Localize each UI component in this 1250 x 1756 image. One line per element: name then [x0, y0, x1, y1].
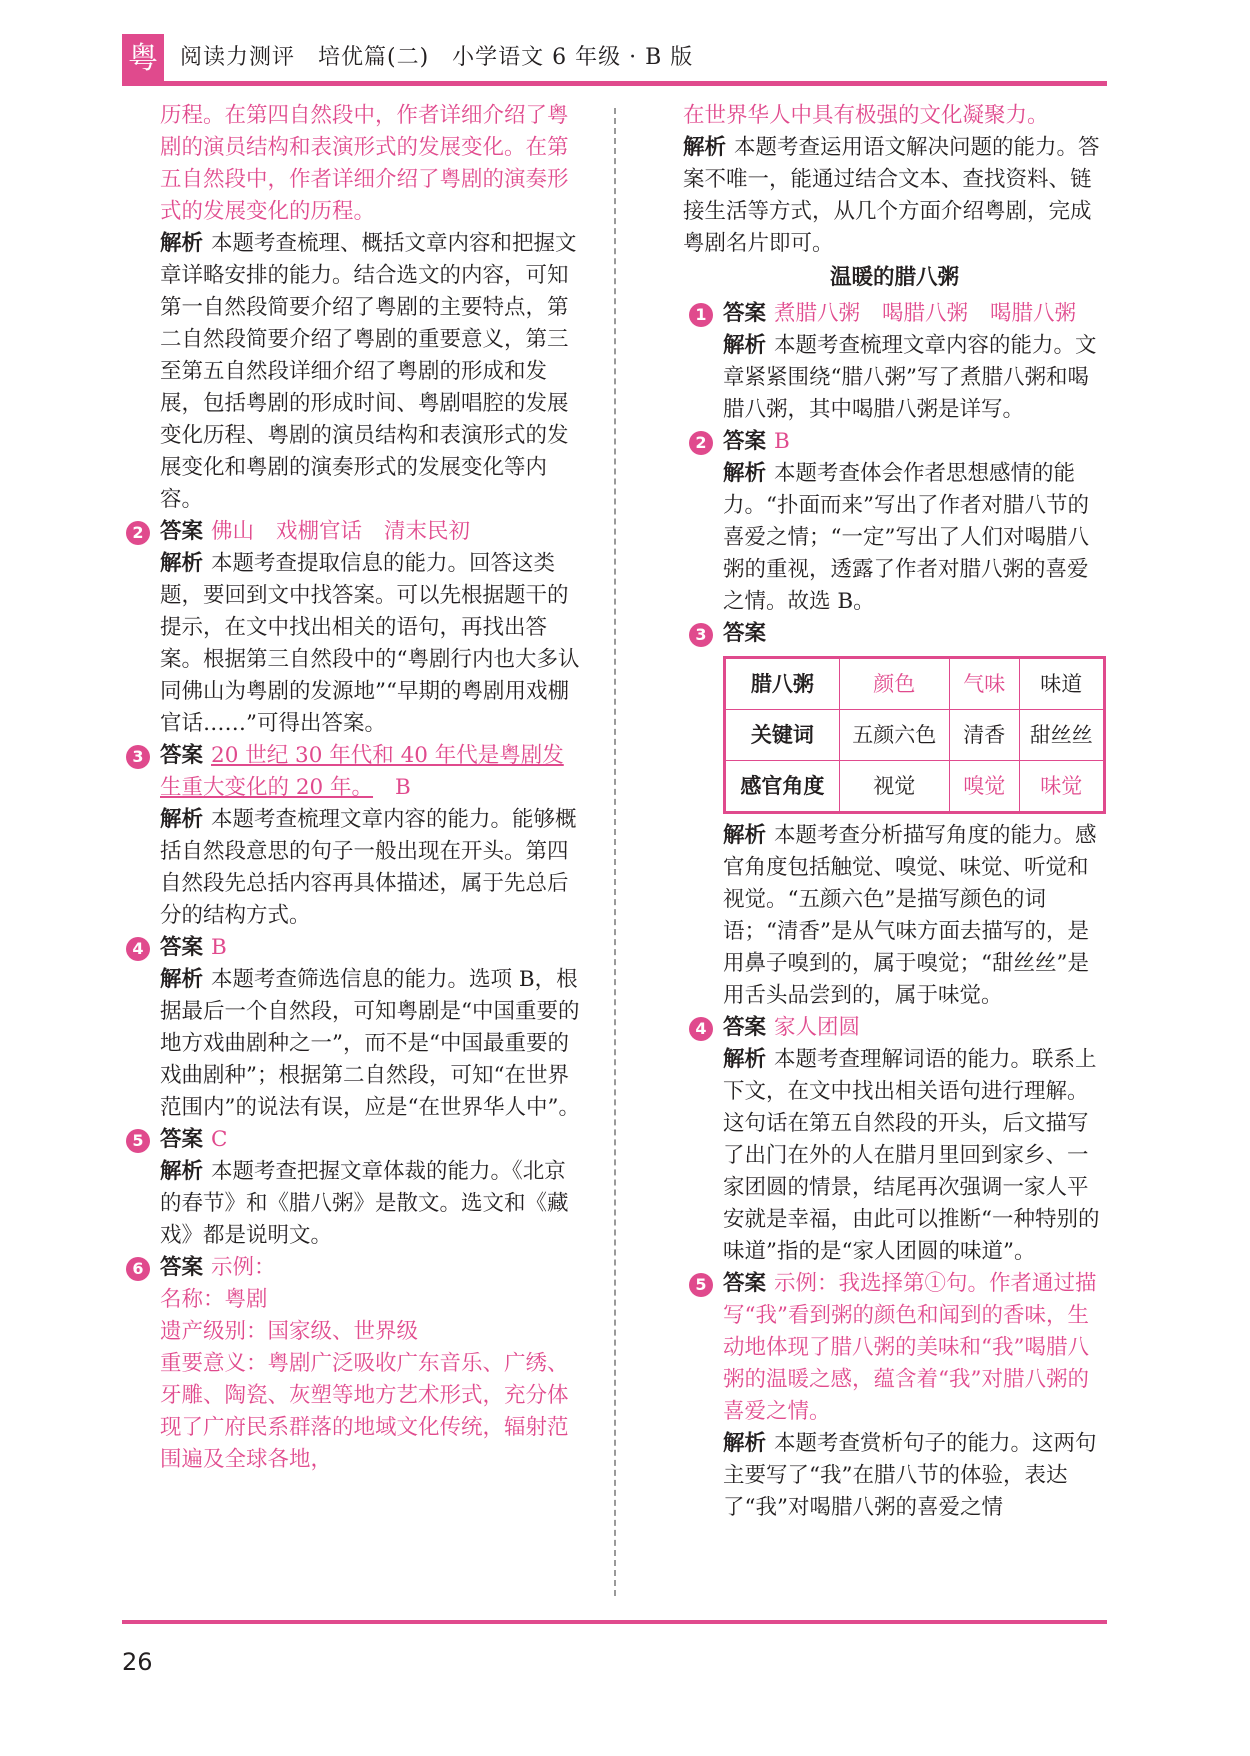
answer-line — [723, 1268, 1106, 1428]
table-cell: 腊八粥 — [725, 658, 840, 710]
answer-line — [160, 932, 580, 964]
analysis-block — [160, 804, 580, 932]
answer-line — [160, 1124, 580, 1156]
answer-label: 答案 — [723, 429, 767, 454]
answer-text: 喝腊八粥 — [990, 301, 1077, 326]
senses-table — [723, 656, 1106, 814]
analysis-block — [723, 1428, 1106, 1524]
question-item-3 — [683, 618, 1106, 650]
table-cell: 甜丝丝 — [1019, 710, 1104, 761]
answer-label: 答案 — [160, 519, 204, 544]
analysis-text: 本题考查梳理文章内容的能力。能够概括自然段意思的句子一般出现在开头。第四自然段先总括内容再具体描述，属于先总后分的结构方式。 — [160, 807, 577, 928]
answer-line — [723, 618, 1106, 650]
question-number: 3 — [689, 623, 713, 647]
table-cell: 视觉 — [839, 761, 949, 813]
answer-line — [723, 426, 1106, 458]
answer-label: 答案 — [723, 1015, 767, 1040]
question-number: 5 — [126, 1129, 150, 1153]
analysis-text: 本题考查梳理文章内容的能力。文章紧紧围绕“腊八粥”写了煮腊八粥和喝腊八粥，其中喝腊八粥是详写。 — [723, 333, 1097, 422]
analysis-text: 本题考查梳理、概括文章内容和把握文章详略安排的能力。结合选文的内容，可知第一自然段简要介绍了粤剧的主要特点，第二自然段简要介绍了粤剧的重要意义，第三至第五自然段详细介绍了粤剧的形成和发展，包括粤剧的形成时间、粤剧唱腔的发展变化历程、粤剧的演员结构和表演形式的发展变化和粤剧的演奏形式的发展变化等内容。 — [160, 231, 577, 512]
footer-rule — [122, 1620, 1107, 1624]
table-cell: 味觉 — [1019, 761, 1104, 813]
analysis-label: 解析 — [160, 1159, 204, 1184]
answer-text: B — [211, 935, 227, 960]
analysis-block — [120, 228, 580, 516]
answer-text: 示例： — [211, 1255, 276, 1280]
analysis-block — [723, 330, 1106, 426]
analysis-label: 解析 — [160, 967, 204, 992]
analysis-text: 本题考查把握文章体裁的能力。《北京的春节》和《腊八粥》是散文。选文和《藏戏》都是说明文。 — [160, 1159, 569, 1248]
answer-label: 答案 — [723, 1271, 767, 1296]
question-number: 3 — [126, 745, 150, 769]
question-number: 4 — [126, 937, 150, 961]
analysis-block — [683, 820, 1106, 1012]
question-number: 2 — [126, 521, 150, 545]
question-item-5 — [683, 1268, 1106, 1524]
answer-text: 煮腊八粥 — [774, 301, 861, 326]
analysis-label: 解析 — [160, 231, 204, 256]
analysis-block — [160, 1156, 580, 1252]
analysis-label: 解析 — [160, 551, 204, 576]
table-row — [725, 658, 1105, 710]
question-item-2 — [683, 426, 1106, 618]
analysis-text: 本题考查运用语文解决问题的能力。答案不唯一，能通过结合文本、查找资料、链接生活等方式，从几个方面介绍粤剧，完成粤剧名片即可。 — [683, 135, 1100, 256]
question-item-5 — [120, 1124, 580, 1252]
book-title: 阅读力测评 培优篇(二) 小学语文 6 年级 · B 版 — [180, 45, 694, 70]
table-cell: 清香 — [949, 710, 1019, 761]
answer-text: 示例：我选择第①句。作者通过描写“我”看到粥的颜色和闻到的香味，生动地体现了腊八粥的美味和“我”喝腊八粥的温暖之感，蕴含着“我”对腊八粥的喜爱之情。 — [723, 1271, 1097, 1424]
analysis-block — [723, 1044, 1106, 1268]
analysis-label: 解析 — [683, 135, 727, 160]
analysis-label: 解析 — [160, 807, 204, 832]
answer-text: 家人团圆 — [774, 1015, 861, 1040]
analysis-text: 本题考查理解词语的能力。联系上下文，在文中找出相关语句进行理解。这句话在第五自然段的开头，后文描写了出门在外的人在腊月里回到家乡、一家团圆的情景，结尾再次强调一家人平安就是幸福，由此可以推断“一种特别的味道”指的是“家人团圆的味道”。 — [723, 1047, 1100, 1264]
right-column — [683, 100, 1106, 1524]
answer-text: B — [774, 429, 790, 454]
table-cell: 颜色 — [839, 658, 949, 710]
table-cell: 气味 — [949, 658, 1019, 710]
question-number: 2 — [689, 431, 713, 455]
analysis-label: 解析 — [723, 333, 767, 358]
card-name-line: 名称：粤剧 — [160, 1287, 268, 1312]
table-row — [725, 710, 1105, 761]
question-number: 5 — [689, 1273, 713, 1297]
left-column — [120, 100, 580, 1476]
analysis-block — [723, 458, 1106, 618]
question-item-3 — [120, 740, 580, 932]
table-cell: 关键词 — [725, 710, 840, 761]
answer-line — [160, 516, 580, 548]
answer-text: 20 世纪 30 年代和 40 年代是粤剧发生重大变化的 20 年。 — [160, 743, 564, 800]
analysis-label: 解析 — [723, 823, 767, 848]
answer-label: 答案 — [160, 1255, 204, 1280]
header-rule — [122, 81, 1107, 86]
analysis-text: 本题考查分析描写角度的能力。感官角度包括触觉、嗅觉、味觉、听觉和视觉。“五颜六色”是描写颜色的词语；“清香”是从气味方面去描写的，是用鼻子嗅到的，属于嗅觉；“甜丝丝”是用舌头品尝到的，属于味觉。 — [723, 823, 1097, 1008]
region-logo: 粤 — [122, 34, 164, 84]
continued-answer: 历程。在第四自然段中，作者详细介绍了粤剧的演员结构和表演形式的发展变化。在第五自然段中，作者详细介绍了粤剧的演奏形式的发展变化的历程。 — [160, 103, 569, 224]
answer-label: 答案 — [160, 743, 204, 768]
answer-text: 清末民初 — [384, 519, 471, 544]
table-cell: 嗅觉 — [949, 761, 1019, 813]
continued-answer: 在世界华人中具有极强的文化凝聚力。 — [683, 103, 1049, 128]
answer-line — [160, 740, 580, 804]
card-meaning-line: 重要意义：粤剧广泛吸收广东音乐、广绣、牙雕、陶瓷、灰塑等地方艺术形式，充分体现了广府民系群落的地域文化传统，辐射范围遍及全球各地， — [160, 1351, 569, 1472]
answer-text: B — [395, 775, 411, 800]
analysis-label: 解析 — [723, 461, 767, 486]
answer-label: 答案 — [723, 621, 767, 646]
question-item-4 — [683, 1012, 1106, 1268]
page-number: 26 — [122, 1648, 153, 1676]
question-number: 4 — [689, 1017, 713, 1041]
analysis-text: 本题考查提取信息的能力。回答这类题，要回到文中找答案。可以先根据题干的提示，在文中找出相关的语句，再找出答案。根据第三自然段中的“粤剧行内也大多认同佛山为粤剧的发源地”“早期的粤剧用戏棚官话……”可得出答案。 — [160, 551, 580, 736]
table-cell: 感官角度 — [725, 761, 840, 813]
question-number: 1 — [689, 303, 713, 327]
card-level-line: 遗产级别：国家级、世界级 — [160, 1319, 419, 1344]
column-divider — [614, 108, 616, 1596]
analysis-block — [683, 132, 1106, 260]
analysis-block — [160, 964, 580, 1124]
answer-text: 佛山 — [211, 519, 255, 544]
question-number: 6 — [126, 1257, 150, 1281]
answer-line — [723, 1012, 1106, 1044]
analysis-text: 本题考查筛选信息的能力。选项 B，根据最后一个自然段，可知粤剧是“中国重要的地方戏曲剧种之一”，而不是“中国最重要的戏曲剧种”；根据第二自然段，可知“在世界范围内”的说法有误，应是“在世界华人中”。 — [160, 967, 580, 1120]
table-cell: 味道 — [1019, 658, 1104, 710]
question-item-6 — [120, 1252, 580, 1476]
section-title: 温暖的腊八粥 — [829, 265, 959, 290]
question-item-2 — [120, 516, 580, 740]
analysis-label: 解析 — [723, 1047, 767, 1072]
answer-label: 答案 — [160, 935, 204, 960]
answer-text: 戏棚官话 — [276, 519, 363, 544]
question-item-1 — [683, 298, 1106, 426]
answer-text: C — [211, 1127, 228, 1152]
question-item-4 — [120, 932, 580, 1124]
page-header — [122, 28, 1107, 88]
answer-label: 答案 — [160, 1127, 204, 1152]
analysis-text: 本题考查体会作者思想感情的能力。“扑面而来”写出了作者对腊八节的喜爱之情；“一定”写出了人们对喝腊八粥的重视，透露了作者对腊八粥的喜爱之情。故选 B。 — [723, 461, 1089, 614]
answer-label: 答案 — [723, 301, 767, 326]
answer-line — [160, 1252, 580, 1284]
analysis-label: 解析 — [723, 1431, 767, 1456]
table-cell: 五颜六色 — [839, 710, 949, 761]
analysis-block — [160, 548, 580, 740]
answer-text: 喝腊八粥 — [882, 301, 969, 326]
table-row — [725, 761, 1105, 813]
analysis-text: 本题考查赏析句子的能力。这两句主要写了“我”在腊八节的体验，表达了“我”对喝腊八粥的喜爱之情 — [723, 1431, 1097, 1520]
answer-line — [723, 298, 1106, 330]
